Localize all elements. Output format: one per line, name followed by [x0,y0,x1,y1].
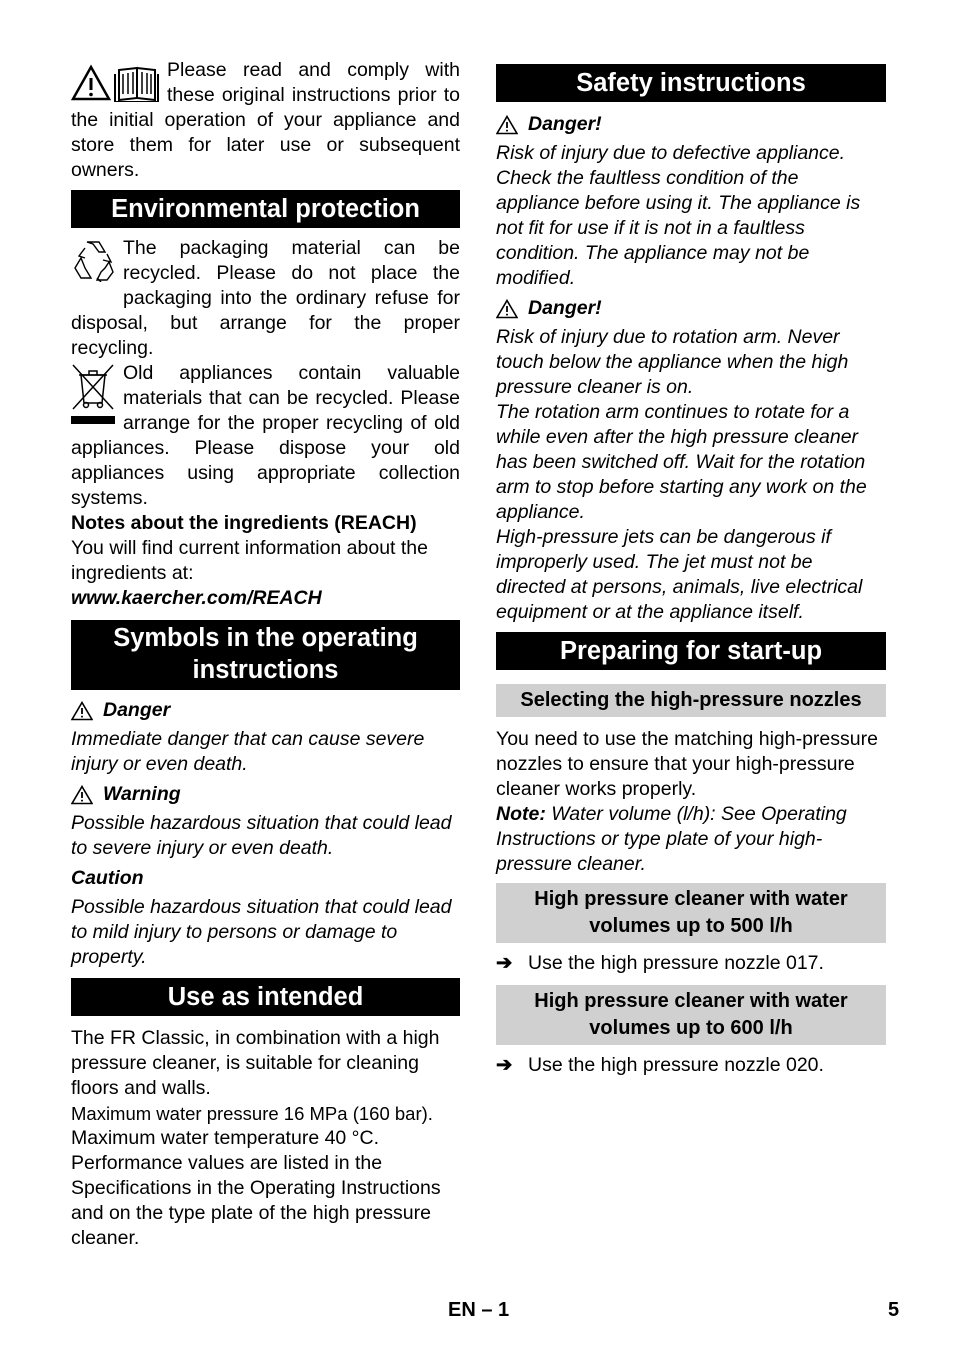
startup-heading: Preparing for start-up [496,632,886,670]
safety-danger2-text-3: High-pressure jets can be dangerous if improperly used. The jet must not be directed at persons, animals, live electrical equipment or at the appliance itself. [496,526,863,623]
symbols-heading: Symbols in the operating instructions [71,620,460,690]
reach-url[interactable]: www.kaercher.com/REACH [71,587,322,609]
crossed-bin-icon [71,363,115,432]
use-text-2: Maximum water pressure 16 MPa (160 bar). [71,1103,433,1124]
case-500-step [496,951,886,976]
arrow-right-icon: ➔ [496,952,513,974]
safety-danger2-text-1: Risk of injury due to rotation arm. Never touch below the appliance when the high pressure cleaner is on. [496,326,849,398]
warning-manual-icon [71,64,159,107]
note-text: Water volume (l/h): See Operating Instructions or type plate of your high-pressure cleaner. [496,803,847,875]
recycle-block [71,236,460,361]
symbols-warning-label-row [71,782,460,807]
warning-triangle-icon [71,701,93,721]
reach-text: You will find current information about the ingredients at: [71,537,428,584]
page-number: 5 [888,1299,900,1321]
warning-triangle-icon [496,115,518,135]
startup-note [496,802,886,877]
warning-triangle-icon [496,299,518,319]
safety-danger1-label: Danger! [528,113,602,135]
environmental-heading: Environmental protection [71,190,460,228]
left-column [71,58,460,1251]
symbols-caution-text: Possible hazardous situation that could lead to mild injury to persons or damage to property. [71,896,452,968]
case-500-heading: High pressure cleaner with water volumes up to 500 l/h [496,883,886,943]
nozzle-selection-heading: Selecting the high-pressure nozzles [496,684,886,717]
safety-danger1-text: Risk of injury due to defective appliance. Check the faultless condition of the appliance before using it. The appliance is not fit for use if it is not in a faultless condition. The appliance may not be modified. [496,142,861,289]
note-label: Note: [496,803,546,825]
use-text-4: Performance values are listed in the Specifications in the Operating Instructions and on the type plate of the high pressure cleaner. [71,1152,441,1249]
symbols-caution-label: Caution [71,867,144,889]
weee-block [71,361,460,511]
safety-danger2-text-2: The rotation arm continues to rotate for a while even after the high pressure cleaner has been switched off. Wait for the rotation arm to stop before starting any work on the appliance. [496,401,867,523]
warning-triangle-icon [71,785,93,805]
footer-lang-page: EN – 1 [448,1299,510,1321]
use-heading: Use as intended [71,978,460,1016]
symbols-danger-text: Immediate danger that can cause severe injury or even death. [71,728,425,775]
symbols-warning-label: Warning [103,783,181,805]
case-600-heading: High pressure cleaner with water volumes up to 600 l/h [496,985,886,1045]
safety-danger2-label-row [496,296,886,321]
recycle-text: The packaging material can be recycled. Please do not place the packaging into the ordinary refuse for disposal, but arrange for the proper recycling. [71,237,460,359]
safety-danger2-label: Danger! [528,297,602,319]
right-column [496,64,886,1078]
case-600-step [496,1053,886,1078]
symbols-caution-label-row [71,866,460,891]
symbols-warning-text: Possible hazardous situation that could lead to severe injury or even death. [71,812,452,859]
intro-text: Please read and comply with these original instructions prior to the initial operation of your appliance and store them for later use or subsequent owners. [71,59,460,181]
case-600-step-text: Use the high pressure nozzle 020. [528,1054,824,1076]
intro-block [71,58,460,183]
safety-danger1-label-row [496,112,886,137]
case-500-step-text: Use the high pressure nozzle 017. [528,952,824,974]
symbols-danger-label-row [71,698,460,723]
use-text-3: Maximum water temperature 40 °C. [71,1127,379,1149]
recycle-icon [71,238,115,287]
weee-text: Old appliances contain valuable materials that can be recycled. Please arrange for the proper recycling of old appliances. Please dispose your old appliances using appropriate collection systems. [71,362,460,509]
startup-text: You need to use the matching high-pressure nozzles to ensure that your high-pressure cleaner works properly. [496,728,878,800]
use-text-1: The FR Classic, in combination with a high pressure cleaner, is suitable for cleaning floors and walls. [71,1027,440,1099]
safety-heading: Safety instructions [496,64,886,102]
arrow-right-icon: ➔ [496,1054,513,1076]
symbols-danger-label: Danger [103,699,171,721]
reach-heading: Notes about the ingredients (REACH) [71,512,417,534]
